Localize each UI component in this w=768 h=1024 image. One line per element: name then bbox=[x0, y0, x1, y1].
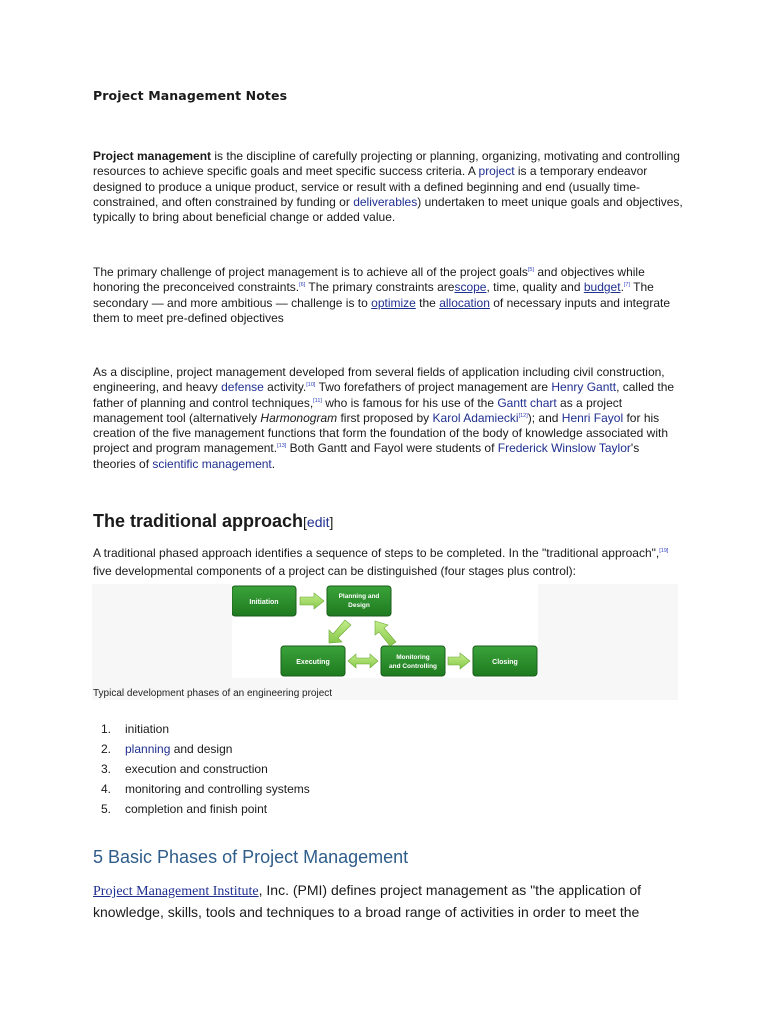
challenge-paragraph: The primary challenge of project management is to achieve all of the project goals[5] and objectives while honoring the preconceived constraints.[6] The primary constraints arescope, time, quality and budget.[7] The secondary — and more ambitious — challenge is to optimize the allocation of necessary inputs and integrate them to meet pre-defined objectives bbox=[93, 265, 671, 325]
link-karol-adamiecki[interactable]: Karol Adamiecki bbox=[432, 410, 519, 425]
list-item: 1. initiation bbox=[100, 722, 170, 736]
section-heading-traditional: The traditional approach[edit] bbox=[93, 511, 334, 531]
link-defense[interactable]: defense bbox=[221, 380, 264, 395]
svg-text:Executing: Executing bbox=[296, 659, 330, 666]
svg-text:Planning and: Planning and bbox=[338, 593, 380, 600]
phase-box-closing bbox=[473, 646, 537, 676]
phases-diagram bbox=[232, 584, 538, 678]
ref-12[interactable]: [12] bbox=[518, 412, 528, 419]
link-gantt-chart[interactable]: Gantt chart bbox=[497, 395, 557, 410]
arrow-monitoring-to-closing bbox=[448, 653, 470, 669]
ref-11[interactable]: [11] bbox=[313, 397, 322, 404]
link-henri-fayol[interactable]: Henri Fayol bbox=[561, 410, 624, 425]
link-budget[interactable]: budget bbox=[583, 280, 621, 295]
phases-diagram-svg bbox=[232, 584, 538, 678]
list-item: 5. completion and finish point bbox=[100, 802, 268, 816]
phase-box-initiation bbox=[232, 586, 296, 616]
term-project-management: Project management bbox=[93, 149, 212, 163]
page-title: Project Management Notes bbox=[93, 88, 288, 103]
list-item: 3. execution and construction bbox=[100, 762, 268, 776]
arrow-executing-monitoring bbox=[348, 654, 378, 668]
history-paragraph: As a discipline, project management developed from several fields of application including civil construction, engineering, and heavy defense activity.[10] Two forefathers of project management are Henry Gantt, called the father of planning and control techniques,[11] who is famous for his use of the Gantt chart as a project management tool (alternatively Harmonogram first proposed by Karol Adamiecki[12]); and Henri Fayol for his creation of the five management functions that form the foundation of the body of knowledge associated with project and program management.[13] Both Gantt and Fayol were students of Frederick Winslow Taylor's theories of scientific management. bbox=[93, 365, 675, 471]
arrow-planning-to-executing bbox=[329, 620, 351, 643]
phase-box-executing bbox=[281, 646, 345, 676]
phase-box-monitoring bbox=[381, 646, 445, 676]
phase-box-planning bbox=[327, 586, 391, 616]
phases-diagram-frame bbox=[92, 584, 678, 700]
pmi-paragraph: Project Management Institute, Inc. (PMI) defines project management as "the application of knowledge, skills, tools and techniques to a broad range of activities in order to meet the bbox=[93, 882, 642, 920]
link-optimize[interactable]: optimize bbox=[371, 295, 416, 310]
link-pmi[interactable]: Project Management Institute bbox=[93, 884, 259, 899]
diagram-caption: Typical development phases of an engineering project bbox=[93, 688, 333, 699]
svg-text:Initiation: Initiation bbox=[249, 599, 279, 606]
edit-link[interactable]: edit bbox=[306, 514, 330, 530]
arrow-monitoring-to-planning bbox=[375, 621, 396, 646]
link-planning[interactable]: planning bbox=[125, 742, 171, 756]
ref-10[interactable]: [10] bbox=[306, 382, 316, 389]
ref-13[interactable]: [13] bbox=[277, 443, 287, 450]
svg-text:Monitoring: Monitoring bbox=[396, 654, 430, 661]
svg-text:and Controlling: and Controlling bbox=[388, 663, 438, 670]
link-project[interactable]: project bbox=[478, 164, 515, 179]
link-deliverables[interactable]: deliverables bbox=[353, 194, 418, 209]
traditional-paragraph: A traditional phased approach identifies a sequence of steps to be completed. In the "traditional approach",[19] five developmental components of a project can be distinguished (four stages plus control): bbox=[93, 546, 669, 578]
link-frederick-taylor[interactable]: Frederick Winslow Taylor bbox=[497, 441, 631, 456]
ref-6[interactable]: [6] bbox=[299, 282, 306, 289]
link-scope[interactable]: scope bbox=[454, 280, 487, 295]
link-scientific-management[interactable]: scientific management bbox=[152, 456, 272, 471]
term-harmonogram: Harmonogram bbox=[260, 410, 338, 425]
ref-7[interactable]: [7] bbox=[623, 282, 631, 289]
svg-text:Design: Design bbox=[348, 602, 370, 609]
intro-paragraph: Project management is the discipline of carefully projecting or planning, organizing, motivating and controlling resources to achieve specific goals and meet specific success criteria. A project is a temporary endeavor designed to produce a unique product, service or result with a defined beginning and end (usually time-constrained, and often constrained by funding or deliverables) undertaken to meet unique goals and objectives, typically to bring about beneficial change or added value. bbox=[93, 149, 683, 225]
svg-text:Closing: Closing bbox=[492, 659, 518, 666]
list-item: 4. monitoring and controlling systems bbox=[100, 782, 310, 796]
ref-19[interactable]: [19] bbox=[659, 548, 669, 554]
edit-link-wrapper: [edit] bbox=[303, 514, 334, 530]
phases-list bbox=[93, 722, 310, 822]
arrow-initiation-to-planning bbox=[300, 593, 324, 609]
list-item: 2. planning and design bbox=[100, 742, 233, 756]
link-allocation[interactable]: allocation bbox=[439, 295, 490, 310]
link-henry-gantt[interactable]: Henry Gantt bbox=[551, 380, 617, 395]
section-heading-phases: 5 Basic Phases of Project Management bbox=[93, 847, 409, 867]
ref-5[interactable]: [5] bbox=[527, 267, 535, 273]
